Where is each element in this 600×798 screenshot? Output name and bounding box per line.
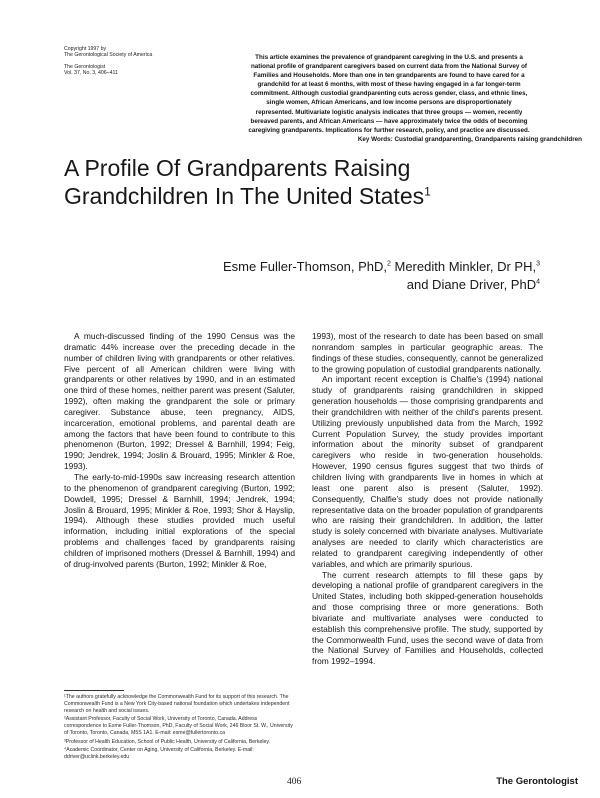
body-paragraph: A much-discussed finding of the 1990 Census was the dramatic 44% increase over the preceding decade in the number of children living with grandparents or other relatives. Five percent of all American children were living with grandparents or other relatives by 1990, and in an estimated one third of these homes, neither parent was present (Saluter, 1992), often making the grandparent the sole or primary caregiver. Substance abuse, teen pregnancy, AIDS, incarceration, emotional problems, and parental death are among the factors that have been found to contribute to this phenomenon (Burton, 1992; Dressel & Barnhill, 1994; Feig, 1990; Jendrek, 1994; Joslin & Brouard, 1995; Minkler & Roe, 1993). [64,331,295,472]
abstract-line: national profile of grandparent caregivers based on current data from the National Survey of [250,63,528,71]
author-3: and Diane Driver, PhD [406,277,537,292]
author-1: Esme Fuller-Thomson, PhD, [222,259,387,274]
footnote-divider [64,690,124,691]
volume-line: Vol. 37, No. 3, 406–411 [64,70,118,77]
title-line-1: A Profile Of Grandparents Raising [64,155,411,181]
abstract-line: caregiving grandparents. Implications for further research, policy, and practice are discussed. [248,126,530,134]
title-line-2 [64,182,544,210]
footnote-4: ⁴Academic Coordinator, Center on Aging, University of California, Berkeley. E-mail: ddriver@uclink.berkeley.edu [64,747,254,761]
body-column-left [64,331,295,570]
body-paragraph: 1993), most of the research to date has been based on small nonrandom samples in particular geographic areas. The findings of these studies, consequently, cannot be generalized to the growing population of custodial grandparents nationally. [312,331,543,374]
abstract-line: commitment. Although custodial grandparenting cuts across gender, class, and ethnic lines, [250,90,528,98]
abstract-line: bereaved parents, and African Americans — have approximately twice the odds of becoming [250,117,528,125]
title-line-2-text: Grandchildren In The United States [64,183,425,209]
footnote-2: ²Assistant Professor, Faculty of Social Work, University of Toronto, Canada. Address correspondence to Esme Fuller-Thomson, PhD, Faculty of Social Work, 246 Bloor St. W., University of Toronto, Toronto, Canada, M5S 1A1. E-mail: esme@fullertoronto.ca [64,716,293,737]
title-footnote-marker: 1 [424,184,431,199]
abstract [196,53,582,144]
abstract-line: Families and Households. More than one in ten grandparents are found to have cared for a [253,72,525,80]
authors-line-1 [120,258,540,276]
copyright-line: Copyright 1997 by [64,46,107,52]
journal-footer: The Gerontologist [496,776,578,787]
author-1-marker: 2 [386,260,391,268]
footnote-3: ³Professor of Health Education, School of Public Health, University of California, Berkeley. [64,738,271,745]
journal-line: The Gerontologist [64,63,106,70]
keywords: Key Words: Custodial grandparenting, Grandparents raising grandchildren [357,135,582,143]
body-paragraph: The current research attempts to fill these gaps by developing a national profile of grandparent caregivers in the United States, including both skipped-generation households and those comprising three or more generations. Both bivariate and multivariate analyses were conducted to establish this comprehensive profile. The study, supported by the Commonwealth Fund, uses the second wave of data from the National Survey of Families and Households, collected from 1992–1994. [312,569,543,667]
abstract-line: grandchild for at least 6 months, with most of these having engaged in a far longer-term [257,81,521,89]
body-column-right [312,331,543,667]
authors-line-2 [120,276,540,294]
author-3-marker: 4 [536,278,540,286]
page-number: 406 [287,777,302,787]
body-paragraph: The early-to-mid-1990s saw increasing research attention to the phenomenon of grandparent caregiving (Burton, 1992; Dowdell, 1995; Dressel & Barnhill, 1994; Jendrek, 1994; Joslin & Brouard, 1995; Minkler & Roe, 1993; Shor & Hayslip, 1994). Although these studies provided much useful information, including initial explorations of the special problems and challenges faced by grandparents raising children of imprisoned mothers (Dressel & Barnhill, 1994) and of drug-involved parents (Burton, 1992; Minkler & Roe, [64,471,295,569]
abstract-line: represented. Multivariate logistic analysis indicates that three groups — women, recently [255,108,523,116]
footnote-1: ¹The authors gratefully acknowledge the Commonwealth Fund for its support of this research. The Commonwealth Fund is a New York City-based national foundation which undertakes independent research on health and social issues. [64,694,290,714]
body-paragraph: An important recent exception is Chalfie's (1994) national study of grandparents raising grandchildren in skipped generation households — those comprising grandparents and their grandchildren with neither of the child's parents present. Utilizing previously unpublished data from the March, 1992 Current Population Survey, the study provides important information about the minority subset of grandparent caregivers who reside in two-generation households. However, 1990 census figures suggest that two thirds of children living with grandparents live in homes in which at least one parent also is present (Saluter, 1992). Consequently, Chalfie's study does not provide nationally representative data on the broader population of grandparents who are raising their grandchildren. In addition, the latter study is solely concerned with bivariate analyses. Multivariate analyses are needed to clarify which characteristics are related to grandparent caregiving independently of other variables, and which are primarily spurious. [312,374,543,569]
abstract-line: This article examines the prevalence of grandparent caregiving in the U.S. and presents a [255,54,523,61]
society-line: The Gerontological Society of America [64,52,153,59]
article-title [64,154,544,210]
publication-info [64,46,204,77]
author-2-marker: 3 [536,260,540,268]
footnotes [64,694,295,763]
abstract-line: single women, African Americans, and low income persons are disproportionately [266,99,512,107]
author-list [120,258,540,294]
author-2: Meredith Minkler, Dr PH, [390,259,537,274]
